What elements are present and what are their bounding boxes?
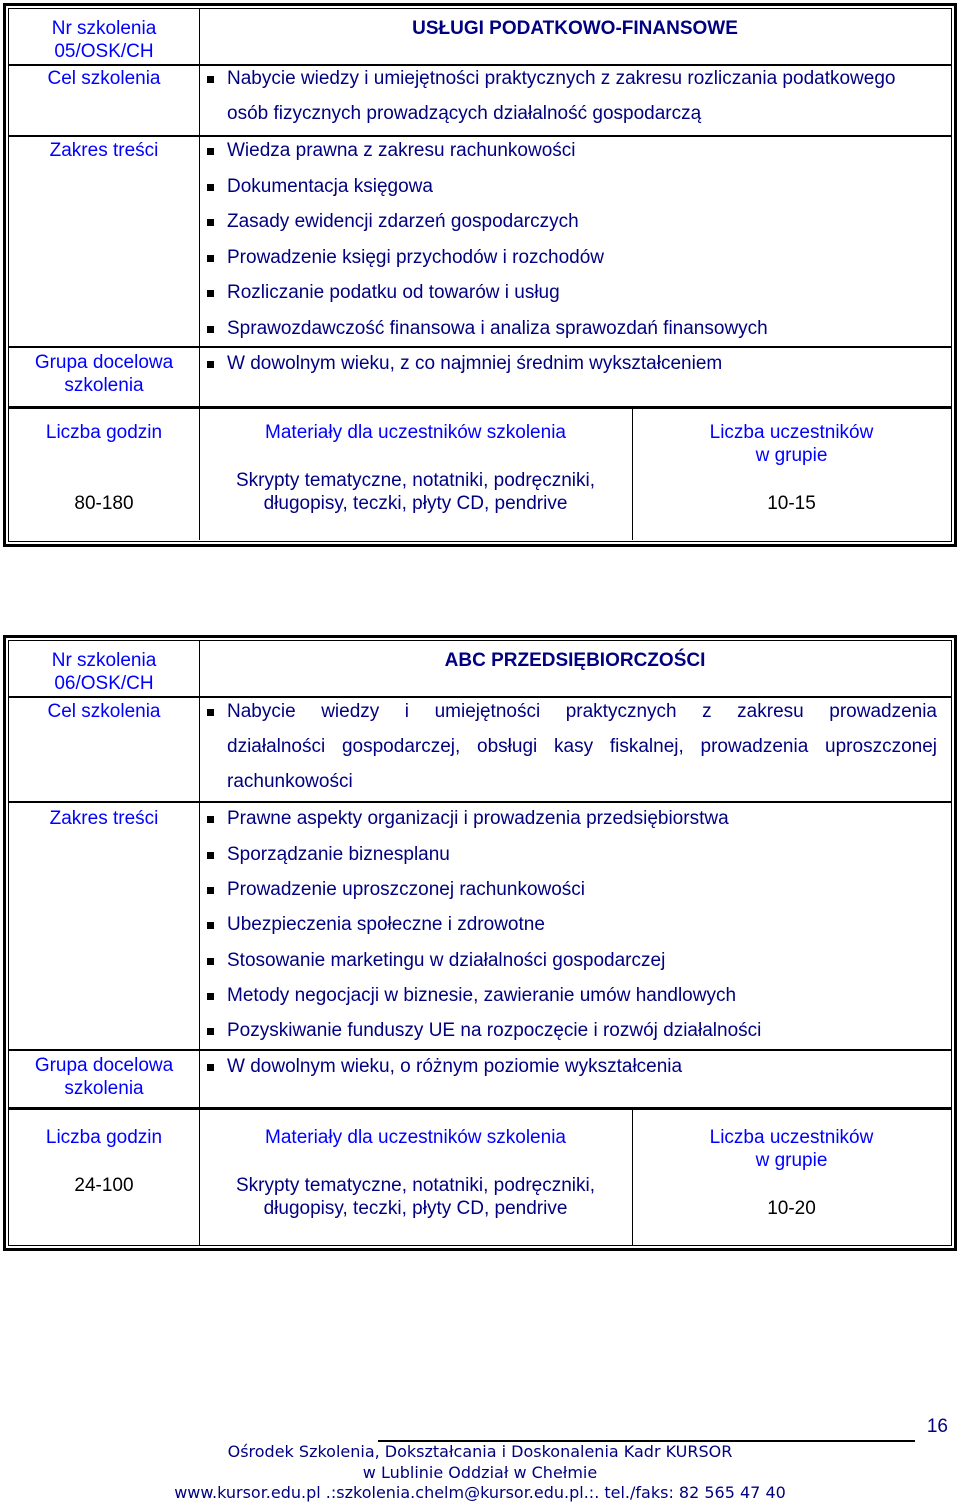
bullet-square-icon [207,1064,214,1071]
materials-line: długopisy, teczki, płyty CD, pendrive [263,493,568,514]
divider [9,346,951,348]
hours-label: Liczba godzin [45,1127,163,1148]
bullet-square-icon [207,887,214,894]
nr-value: 06/OSK/CH [54,673,154,694]
scope-item: Prowadzenie uproszczonej rachunkowości [199,878,937,901]
footer-line: w Lublinie Oddział w Chełmie [362,1463,598,1482]
goal-item-cont: osób fizycznych prowadzących działalność gospodarczą [227,103,702,124]
scope-item: Ubezpieczenia społeczne i zdrowotne [199,913,937,936]
hours-value: 24-100 [74,1175,134,1196]
bullet-square-icon [207,922,214,929]
bullet-square-icon [207,219,214,226]
scope-item: Dokumentacja księgowa [199,175,937,198]
scope-item: Pozyskiwanie funduszy UE na rozpoczęcie i rozwój działalności [199,1019,937,1042]
scope-item: Prawne aspekty organizacji i prowadzenia przedsiębiorstwa [199,807,937,830]
scope-item: Sporządzanie biznesplanu [199,843,937,866]
participants-value: 10-15 [767,493,816,514]
participants-label: Liczba uczestników [709,1127,874,1148]
course-title: USŁUGI PODATKOWO-FINANSOWE [412,18,738,39]
group-label: Grupa docelowa szkolenia [34,352,174,396]
materials-line: długopisy, teczki, płyty CD, pendrive [263,1198,568,1219]
hours-value: 80-180 [74,493,134,514]
course-table-1-inner [8,8,952,542]
footer-contact: www.kursor.edu.pl .:szkolenia.chelm@kursor.edu.pl.:. tel./faks: 82 565 47 40 [174,1483,786,1502]
scope-item: Metody negocjacji w biznesie, zawieranie umów handlowych [199,984,937,1007]
nr-value: 05/OSK/CH [54,41,154,62]
materials-label: Materiały dla uczestników szkolenia [265,1127,566,1148]
bullet-square-icon [207,852,214,859]
nr-label: Nr szkolenia [51,18,157,39]
scope-item: Zasady ewidencji zdarzeń gospodarczych [199,210,937,233]
goal-item-cont: działalności gospodarczej, obsługi kasy fiskalnej, prowadzenia uproszczonej [227,736,937,757]
materials-line: Skrypty tematyczne, notatniki, podręczniki, [235,470,596,491]
participants-label: Liczba uczestników [709,422,874,443]
bullet-square-icon [207,361,214,368]
goal-label: Cel szkolenia [47,701,161,722]
divider [9,135,951,137]
hours-label: Liczba godzin [45,422,163,443]
bullet-square-icon [207,709,214,716]
scope-item: Wiedza prawna z zakresu rachunkowości [199,139,937,162]
course-table-2 [5,637,955,1249]
bullet-square-icon [207,76,214,83]
scope-label: Zakres treści [49,808,159,829]
scope-item: Stosowanie marketingu w działalności gospodarczej [199,949,937,972]
bullet-square-icon [207,184,214,191]
scope-label: Zakres treści [49,140,159,161]
footer-line: Ośrodek Szkolenia, Dokształcania i Doskonalenia Kadr KURSOR [227,1442,733,1461]
participants-value: 10-20 [767,1198,816,1219]
divider [9,1107,951,1110]
materials-label: Materiały dla uczestników szkolenia [265,422,566,443]
bullet-square-icon [207,148,214,155]
bullet-square-icon [207,255,214,262]
page-number: 16 [926,1416,948,1437]
bullet-square-icon [207,958,214,965]
scope-item: Prowadzenie księgi przychodów i rozchodów [199,246,937,269]
divider [9,801,951,803]
course-table-2-inner [8,640,952,1246]
scope-item: Rozliczanie podatku od towarów i usług [199,281,937,304]
bullet-square-icon [207,290,214,297]
materials-line: Skrypty tematyczne, notatniki, podręczniki, [235,1175,596,1196]
divider [9,1049,951,1051]
goal-item: Nabycie wiedzy i umiejętności praktycznych z zakresu prowadzenia [199,700,937,723]
group-item: W dowolnym wieku, o różnym poziomie wykształcenia [199,1055,937,1078]
goal-item-cont: rachunkowości [227,771,353,792]
course-title: ABC PRZEDSIĘBIORCZOŚCI [444,650,706,671]
course-table-1 [5,5,955,545]
bullet-square-icon [207,993,214,1000]
bullet-square-icon [207,816,214,823]
participants-label-cont: w grupie [755,1150,828,1171]
group-label: Grupa docelowa szkolenia [34,1055,174,1099]
goal-label: Cel szkolenia [47,68,161,89]
scope-item: Sprawozdawczość finansowa i analiza sprawozdań finansowych [199,317,937,340]
divider [9,64,951,66]
goal-item: Nabycie wiedzy i umiejętności praktycznych z zakresu rozliczania podatkowego [199,67,937,90]
group-item: W dowolnym wieku, z co najmniej średnim wykształceniem [199,352,937,375]
divider [9,406,951,409]
bullet-square-icon [207,326,214,333]
nr-label: Nr szkolenia [51,650,157,671]
bullet-square-icon [207,1028,214,1035]
divider [9,696,951,698]
participants-label-cont: w grupie [755,445,828,466]
